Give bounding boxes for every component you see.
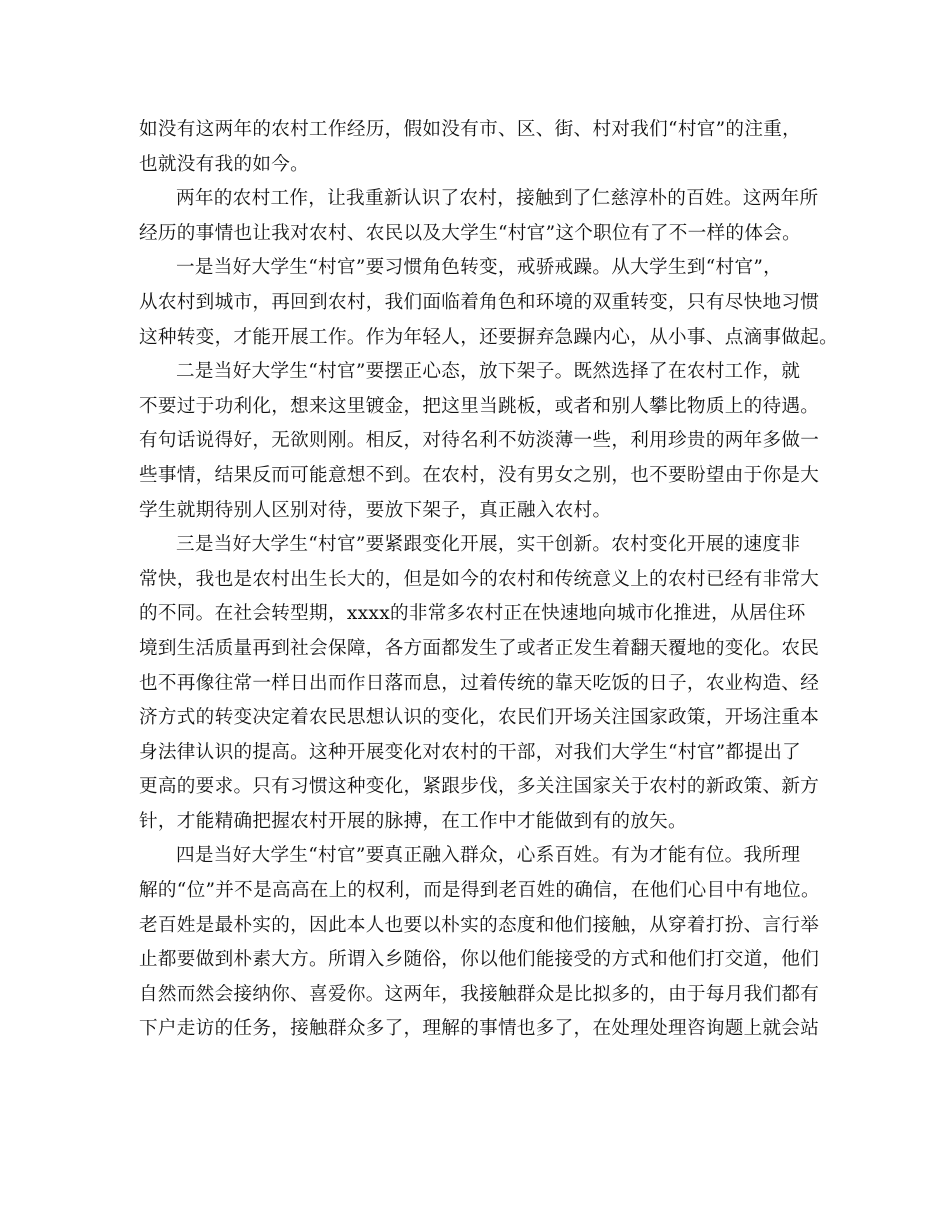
text-line: 有句话说得好，无欲则刚。相反，对待名利不妨淡薄一些，利用珍贵的两年多做一 (139, 430, 820, 452)
text-line: 二是当好大学生“村官”要摆正心态，放下架子。既然选择了在农村工作，就 (176, 361, 801, 383)
text-line: 解的“位”并不是高高在上的权利，而是得到老百姓的确信，在他们心目中有地位。 (139, 880, 820, 902)
text-line: 的不同。在社会转型期，xxxx的非常多农村正在快速地向城市化推进，从居住环 (139, 603, 806, 625)
text-line: 下户走访的任务，接触群众多了，理解的事情也多了，在处理处理咨询题上就会站 (139, 1018, 820, 1040)
text-line: 三是当好大学生“村官”要紧跟变化开展，实干创新。农村变化开展的速度非 (176, 534, 801, 556)
text-line: 一是当好大学生“村官”要习惯角色转变，戒骄戒躁。从大学生到“村官”， (176, 257, 783, 279)
text-line: 常快，我也是农村出生长大的，但是如今的农村和传统意义上的农村已经有非常大 (139, 568, 820, 590)
text-line: 止都要做到朴素大方。所谓入乡随俗，你以他们能接受的方式和他们打交道，他们 (139, 949, 820, 971)
text-line: 也不再像往常一样日出而作日落而息，过着传统的靠天吃饭的日子，农业构造、经 (139, 672, 820, 694)
text-line: 老百姓是最朴实的，因此本人也要以朴实的态度和他们接触，从穿着打扮、言行举 (139, 914, 820, 936)
text-line: 更高的要求。只有习惯这种变化，紧跟步伐，多关注国家关于农村的新政策、新方 (139, 776, 820, 798)
text-line: 济方式的转变决定着农民思想认识的变化，农民们开场关注国家政策，开场注重本 (139, 707, 820, 729)
text-line: 经历的事情也让我对农村、农民以及大学生“村官”这个职位有了不一样的体会。 (139, 222, 801, 244)
text-line: 也就没有我的如今。 (139, 153, 310, 175)
text-line: 两年的农村工作，让我重新认识了农村，接触到了仁慈淳朴的百姓。这两年所 (176, 188, 819, 210)
text-line: 身法律认识的提高。这种开展变化对农村的干部，对我们大学生“村官”都提出了 (139, 741, 801, 763)
text-line: 自然而然会接纳你、喜爱你。这两年，我接触群众是比拟多的，由于每月我们都有 (139, 983, 820, 1005)
text-line: 从农村到城市，再回到农村，我们面临着角色和环境的双重转变，只有尽快地习惯 (139, 291, 820, 313)
text-line: 如没有这两年的农村工作经历，假如没有市、区、街、村对我们“村官”的注重， (139, 119, 801, 140)
text-line: 这种转变，才能开展工作。作为年轻人，还要摒弃急躁内心，从小事、点滴事做起。 (139, 326, 839, 348)
body-text (139, 113, 839, 1047)
text-line: 针，才能精确把握农村开展的脉搏，在工作中才能做到有的放矢。 (139, 810, 687, 832)
text-line: 不要过于功利化，想来这里镀金，把这里当跳板，或者和别人攀比物质上的待遇。 (139, 395, 820, 417)
text-line: 四是当好大学生“村官”要真正融入群众，心系百姓。有为才能有位。我所理 (176, 845, 801, 867)
text-line: 学生就期待别人区别对待，要放下架子，真正融入农村。 (139, 499, 612, 521)
text-line: 些事情，结果反而可能意想不到。在农村，没有男女之别，也不要盼望由于你是大 (139, 464, 820, 486)
text-line: 境到生活质量再到社会保障，各方面都发生了或者正发生着翻天覆地的变化。农民 (139, 637, 820, 659)
